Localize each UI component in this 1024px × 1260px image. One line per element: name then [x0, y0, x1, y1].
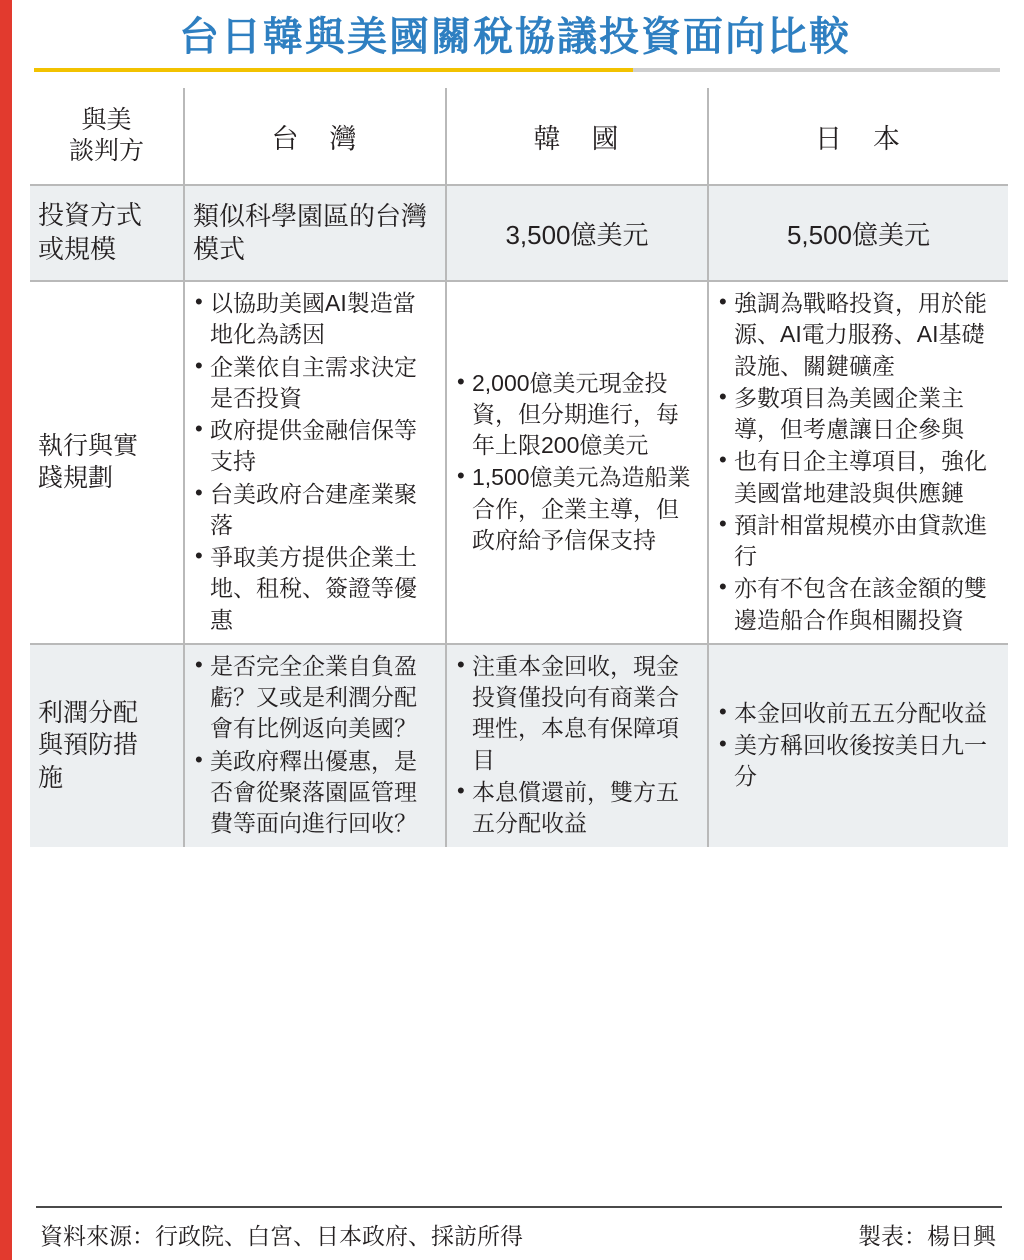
cell-taiwan-profit: [184, 644, 446, 847]
list-item: • 本金回收前五五分配收益: [717, 698, 1000, 729]
footer: [36, 1206, 1002, 1260]
list-item: • 政府提供金融信保等支持: [193, 415, 437, 478]
column-header-korea: 韓 國: [446, 88, 708, 185]
row-label-line2: 踐規劃: [38, 464, 114, 493]
list-item: • 企業依自主需求決定是否投資: [193, 352, 437, 415]
comparison-table: [30, 88, 1008, 847]
bullet-list: [717, 698, 1000, 793]
column-header-japan: 日 本: [708, 88, 1008, 185]
row-label-line1: 執行與實: [38, 431, 139, 460]
cell-taiwan-execution: [184, 281, 446, 644]
bullet-list: [193, 651, 437, 840]
table-header-row: [30, 88, 1008, 185]
list-item: • 1,500億美元為造船業合作，企業主導，但政府給予信保支持: [455, 462, 699, 556]
title-block: [6, 0, 1024, 82]
bullet-list: [455, 651, 699, 840]
list-item: • 台美政府合建產業聚落: [193, 479, 437, 542]
title-divider: [34, 68, 1000, 72]
cell-korea-execution: [446, 281, 708, 644]
column-header-party: [30, 88, 184, 185]
column-header-party-line2: 談判方: [68, 137, 144, 165]
row-label-profit-sharing: [30, 644, 184, 847]
list-item: • 多數項目為美國企業主導，但考慮讓日企參與: [717, 383, 1000, 446]
list-item: • 以協助美國AI製造當地化為誘因: [193, 288, 437, 351]
cell-korea-scale: 3,500億美元: [446, 185, 708, 281]
list-item: • 美方稱回收後按美日九一分: [717, 730, 1000, 793]
list-item: • 爭取美方提供企業土地、租稅、簽證等優惠: [193, 542, 437, 636]
column-header-party-line1: 與美: [81, 105, 132, 134]
list-item: • 本息償還前，雙方五五分配收益: [455, 777, 699, 840]
row-label-line1: 利潤分配: [38, 698, 139, 727]
cell-korea-profit: [446, 644, 708, 847]
row-label-line1: 投資方式: [38, 200, 143, 231]
row-label-line3: 施: [38, 763, 64, 792]
page-title: 台日韓與美國關稅協議投資面向比較: [179, 15, 851, 59]
source-note: 資料來源：行政院、白宮、日本政府、採訪所得: [40, 1222, 523, 1249]
list-item: • 注重本金回收，現金投資僅投向有商業合理性，本息有保障項目: [455, 651, 699, 776]
bullet-list: [455, 368, 699, 557]
bullet-list: [717, 288, 1000, 636]
bullet-list: [193, 288, 437, 636]
row-label-execution-plan: [30, 281, 184, 644]
table-row: [30, 185, 1008, 281]
table-row: [30, 644, 1008, 847]
cell-taiwan-scale: 類似科學園區的台灣模式: [184, 185, 446, 281]
cell-japan-scale: 5,500億美元: [708, 185, 1008, 281]
list-item: • 2,000億美元現金投資，但分期進行，每年上限200億美元: [455, 368, 699, 462]
row-label-line2: 或規模: [38, 234, 117, 264]
list-item: • 是否完全企業自負盈虧？又或是利潤分配會有比例返向美國？: [193, 651, 437, 745]
row-label-line2: 與預防措: [38, 731, 139, 760]
list-item: • 亦有不包含在該金額的雙邊造船合作與相關投資: [717, 573, 1000, 636]
list-item: • 預計相當規模亦由貸款進行: [717, 510, 1000, 573]
list-item: • 也有日企主導項目，強化美國當地建設與供應鏈: [717, 446, 1000, 509]
list-item: • 強調為戰略投資，用於能源、AI電力服務、AI基礎設施、關鍵礦產: [717, 288, 1000, 382]
table-row: [30, 281, 1008, 644]
credit-note: 製表：楊日興: [858, 1222, 996, 1249]
row-label-investment-scale: [30, 185, 184, 281]
list-item: • 美政府釋出優惠，是否會從聚落園區管理費等面向進行回收？: [193, 746, 437, 840]
column-header-taiwan: 台 灣: [184, 88, 446, 185]
cell-japan-execution: [708, 281, 1008, 644]
cell-japan-profit: [708, 644, 1008, 847]
